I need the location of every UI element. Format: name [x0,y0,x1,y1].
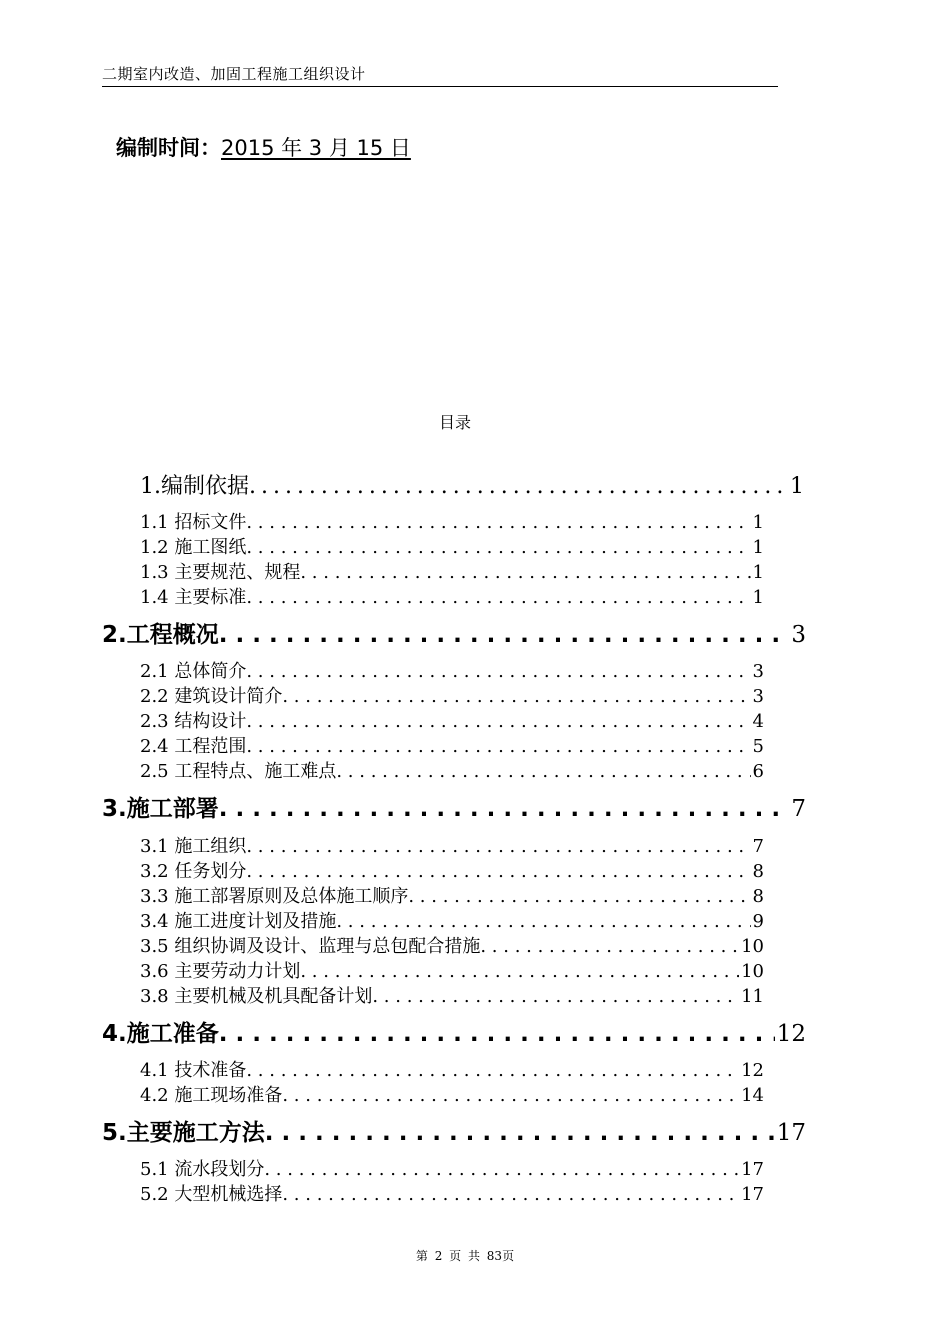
toc-entry[interactable] [140,934,764,959]
toc-entry-text: 1.4 主要标准 [140,587,247,608]
toc-entry-page: 17 [776,1120,806,1146]
toc-entry-text: 3.2 任务划分 [140,861,247,882]
toc-entry-page: 1 [790,474,804,499]
toc-entry-page: 6 [752,761,764,782]
toc-entry-text: 4.1 技术准备 [140,1060,247,1081]
toc-entry-text: 2.5 工程特点、施工难点 [140,761,337,782]
toc-leader [480,934,739,959]
toc-entry[interactable] [102,1018,806,1050]
toc-entry-text: 5.主要施工方法 [102,1120,265,1146]
toc-leader [408,884,750,909]
page-footer: 第 2 页 共 83页 [415,1249,515,1263]
toc-leader [246,834,750,859]
toc-entry-text: 1.编制依据 [140,474,249,499]
toc-entry-text: 2.3 结构设计 [140,711,247,732]
toc-entry[interactable] [102,1117,806,1149]
toc-entry[interactable] [140,684,764,709]
toc-entry[interactable] [140,709,764,734]
toc-entry-page: 1 [752,587,764,608]
toc-entry-text: 3.4 施工进度计划及措施 [140,911,337,932]
toc-leader [300,560,750,585]
toc-entry-text: 1.2 施工图纸 [140,537,247,558]
toc-entry-text: 4.施工准备 [102,1021,219,1047]
toc-entry[interactable] [102,793,806,825]
toc-entry-page: 12 [776,1021,806,1047]
toc-entry-text: 3.8 主要机械及机具配备计划 [140,986,373,1007]
toc-entry[interactable] [140,535,764,560]
toc-entry-text: 5.1 流水段划分 [140,1159,265,1180]
toc-entry-page: 7 [791,796,806,822]
toc-leader [219,619,790,651]
toc-leader [246,734,750,759]
toc-leader [265,1117,775,1149]
toc-entry[interactable] [102,619,806,651]
toc-leader [219,1018,775,1050]
toc-entry-page: 9 [752,911,764,932]
toc-entry-text: 1.3 主要规范、规程 [140,562,301,583]
toc-leader [372,984,739,1009]
toc-entry[interactable] [140,884,764,909]
toc-entry[interactable] [140,909,764,934]
toc-leader [246,859,750,884]
toc-entry-page: 1 [752,537,764,558]
toc-entry[interactable] [140,984,764,1009]
toc-entry-page: 7 [752,836,764,857]
toc-entry[interactable] [140,1083,764,1108]
toc-leader [336,909,750,934]
toc-entry-text: 2.4 工程范围 [140,736,247,757]
toc-leader [246,535,750,560]
toc-leader [246,1058,739,1083]
toc-entry-page: 1 [752,512,764,533]
toc-title: 目录 [438,413,471,432]
toc-leader [249,472,788,502]
toc-entry-page: 5 [752,736,764,757]
toc-entry[interactable] [140,1058,764,1083]
toc-entry-text: 2.1 总体简介 [140,661,247,682]
toc-entry-page: 12 [741,1060,764,1081]
toc-leader [336,759,750,784]
toc-leader [282,684,750,709]
toc-leader [219,793,790,825]
compile-date-value: 2015 年 3 月 15 日 [221,136,411,160]
toc-entry[interactable] [140,659,764,684]
toc-entry-page: 3 [752,661,764,682]
toc-entry[interactable] [140,959,764,984]
toc-entry[interactable] [140,734,764,759]
toc-entry-text: 3.3 施工部署原则及总体施工顺序 [140,886,409,907]
toc-entry-text: 1.1 招标文件 [140,512,247,533]
toc-leader [282,1182,739,1207]
toc-leader [282,1083,739,1108]
toc-leader [300,959,739,984]
toc-entry-page: 11 [741,986,764,1007]
toc-entry[interactable] [140,510,764,535]
toc-leader [246,659,750,684]
toc-leader [246,585,750,610]
toc-entry-page: 8 [752,861,764,882]
toc-entry-page: 17 [741,1184,764,1205]
toc-entry[interactable] [140,585,764,610]
toc-entry[interactable] [140,560,764,585]
toc-entry-text: 3.5 组织协调及设计、监理与总包配合措施 [140,936,481,957]
toc-entry[interactable] [140,859,764,884]
toc-leader [246,709,750,734]
toc-leader [246,510,750,535]
header-title: 二期室内改造、加固工程施工组织设计 [102,65,366,83]
toc-entry-page: 10 [741,961,764,982]
toc-entry[interactable] [140,1157,764,1182]
toc-entry-text: 3.6 主要劳动力计划 [140,961,301,982]
toc-entry[interactable] [140,1182,764,1207]
toc-entry-text: 4.2 施工现场准备 [140,1085,283,1106]
toc-entry-page: 17 [741,1159,764,1180]
toc-entry-text: 2.2 建筑设计简介 [140,686,283,707]
toc-entry[interactable] [140,759,764,784]
toc-entry-page: 1 [752,562,764,583]
toc-entry-page: 3 [791,622,806,648]
toc-entry[interactable] [140,472,804,502]
toc-entry-page: 14 [741,1085,764,1106]
toc-entry-page: 3 [752,686,764,707]
toc-entry-text: 3.施工部署 [102,796,219,822]
toc-leader [264,1157,739,1182]
toc-entry[interactable] [140,834,764,859]
toc-entry-text: 2.工程概况 [102,622,219,648]
toc-entry-text: 5.2 大型机械选择 [140,1184,283,1205]
toc-entry-page: 8 [752,886,764,907]
toc-entry-text: 3.1 施工组织 [140,836,247,857]
toc-entry-page: 10 [741,936,764,957]
compile-date-label: 编制时间： [116,136,221,160]
toc-entry-page: 4 [752,711,764,732]
